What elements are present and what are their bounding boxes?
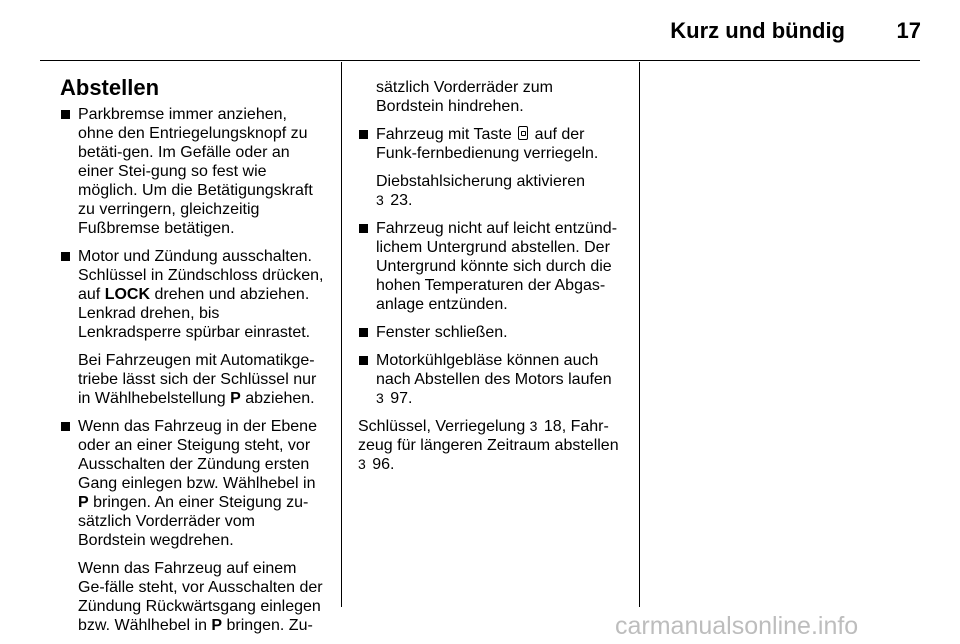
item-text: drehen und abziehen. Lenkrad drehen, bis Lenkradsperre spürbar einrastet. [78,286,311,341]
watermark: carmanualsonline.info [615,612,859,640]
item-text: Schlüssel, Verriegelung [358,418,530,435]
page-reference-icon: 3 [358,456,366,472]
item-text: Bei Fahrzeugen mit Automatikge-triebe lässt sich der Schlüssel nur in Wählhebelstellung [78,352,317,407]
page-number: 17 [896,18,921,43]
item-text: Parkbremse immer anziehen, ohne den Entriegelungsknopf zu betäti-gen. Im Gefälle oder an einer Stei-gung so fest wie möglich. Um die Betätigungskraft zu verringern, gleichzeitig Fußbremse betätigen. [78,106,313,237]
page-reference: 23. [390,192,413,209]
lock-label: LOCK [104,286,151,303]
page-reference: 97. [390,390,413,407]
gear-p-label: P [211,617,223,634]
item-text: Wenn das Fahrzeug auf einem Ge-fälle steht, vor Ausschalten der Zündung Rückwärtsgang einlegen bzw. Wählhebel in [78,560,323,634]
list-item [358,125,624,210]
item-text: sätzlich Vorderräder zum Bordstein hindrehen. [376,79,553,115]
item-subparagraph [78,559,326,635]
item-text: bringen. Zu- [222,617,313,634]
bullet [61,110,70,119]
cross-reference-paragraph [358,417,624,474]
item-paragraph [78,417,326,550]
item-text: Fahrzeug nicht auf leicht entzünd-lichem Untergrund abstellen. Der Untergrund könnte sich durch die hohen Temperaturen der Abgas-anlage entzünden. [376,220,618,313]
list-item [358,219,624,314]
column-divider-left [341,62,342,607]
column-left [60,74,326,644]
item-text: Motor und Zündung ausschalten. Schlüssel in Zündschloss drücken, auf [78,248,324,303]
continuation-text [358,78,624,116]
gear-p-label: P [78,494,89,511]
column-right [358,78,624,474]
bullet [61,252,70,261]
bullet [359,328,368,337]
list-item [60,105,326,238]
item-text: bringen. An einer Steigung zu-sätzlich Vorderräder vom Bordstein wegdrehen. [78,494,309,549]
lock-key-icon [518,126,528,140]
gear-p-label: P [230,390,241,407]
page-reference-icon: 3 [529,418,538,434]
item-text: Wenn das Fahrzeug in der Ebene oder an einer Steigung steht, vor Ausschalten der Zündung ersten Gang einlegen bzw. Wählhebel in [78,418,317,492]
bullet [359,130,368,139]
column-divider-right [639,62,640,607]
page-reference: 96. [372,456,395,473]
item-text: Fahrzeug mit Taste [376,126,517,143]
bullet [359,356,368,365]
item-subparagraph [78,351,326,408]
list-item [358,323,624,342]
header-rule [40,60,920,61]
item-subparagraph [376,172,624,210]
item-paragraph [78,247,326,342]
item-text: Fenster schließen. [376,324,508,341]
list-item [60,417,326,635]
page-reference-icon: 3 [376,192,384,208]
page-reference-icon: 3 [376,390,384,406]
bullet [359,224,368,233]
list-item [358,351,624,408]
list-item [60,247,326,408]
item-text: abziehen. [240,390,315,407]
item-text: Diebstahlsicherung aktivieren [376,173,585,190]
page-header-title: Kurz und bündig [670,18,845,43]
section-title: Abstellen [60,75,160,100]
item-text: Motorkühlgebläse können auch nach Abstellen des Motors laufen [376,352,612,388]
page-reference: 18, Fahr-zeug für längeren Zeitraum abstellen [358,418,619,454]
item-text: auf der Funk-fernbedienung verriegeln. [376,126,599,162]
item-paragraph [376,125,624,163]
bullet [61,422,70,431]
